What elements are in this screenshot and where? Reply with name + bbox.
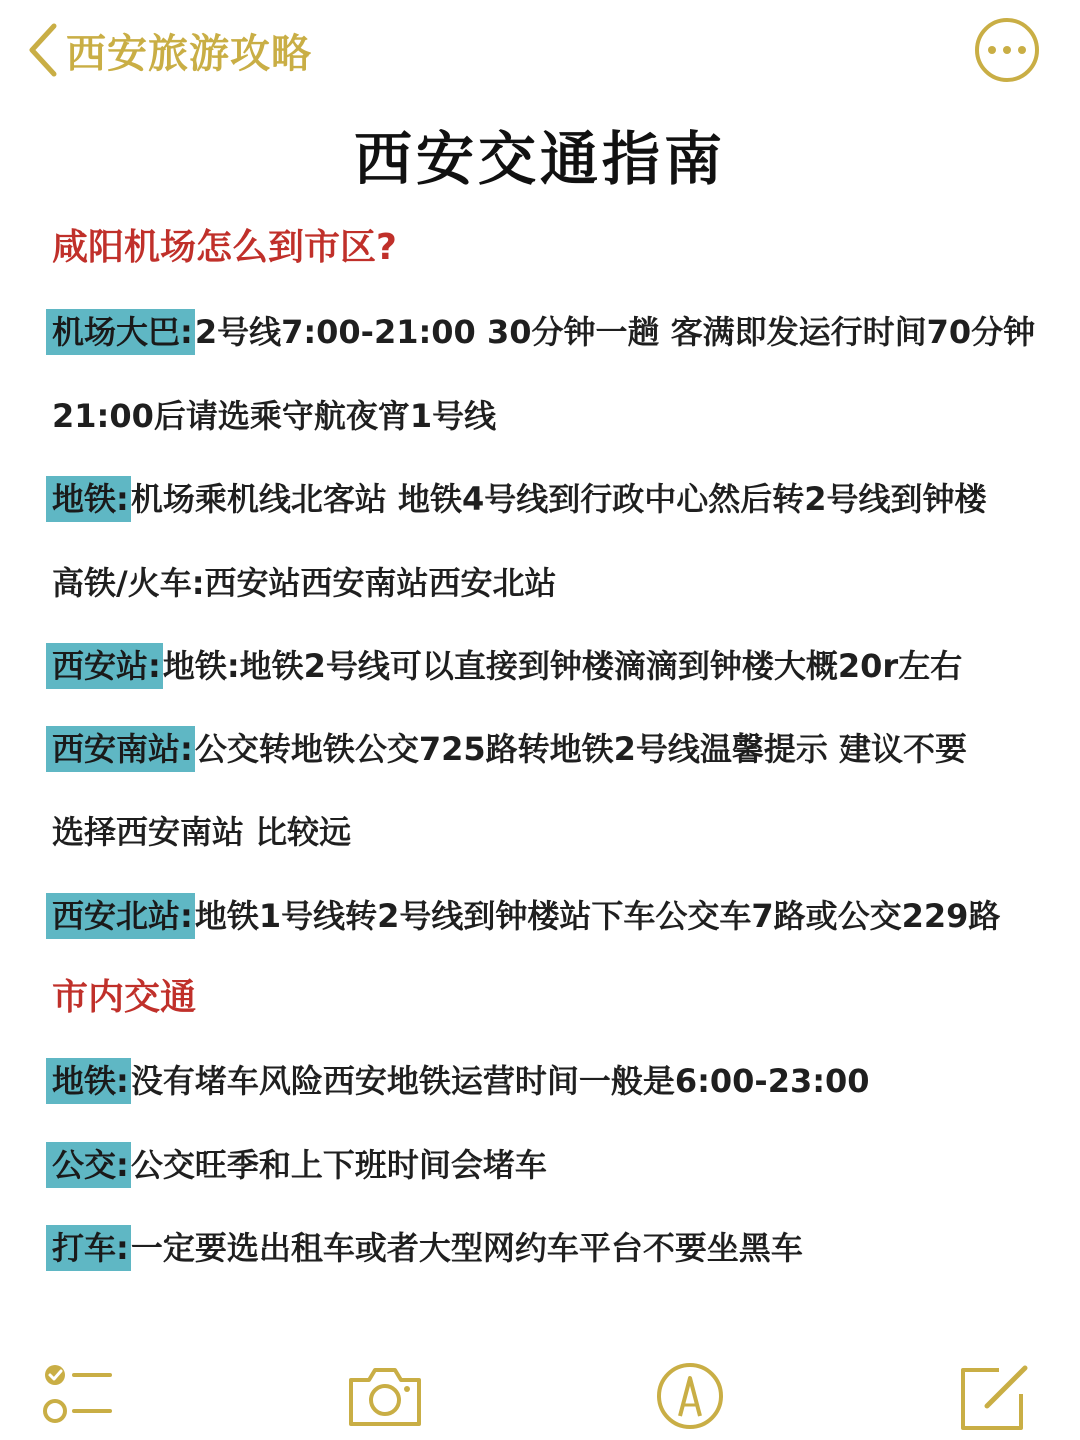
note-line — [52, 1059, 1042, 1103]
note-line — [52, 394, 1042, 438]
line-text: 地铁:地铁2号线可以直接到钟楼滴滴到钟楼大概20r左右 — [162, 647, 963, 685]
pen-icon — [650, 1358, 730, 1438]
line-text: 21:00后请选乘守航夜宵1号线 — [52, 397, 497, 435]
line-text: 公交旺季和上下班时间会堵车 — [130, 1146, 547, 1184]
note-line — [52, 644, 1042, 688]
more-icon — [988, 46, 996, 54]
note-line — [52, 477, 1042, 521]
back-label: 西安旅游攻略 — [66, 30, 312, 77]
checklist-icon — [38, 1358, 118, 1438]
back-button[interactable] — [26, 20, 312, 80]
note-line — [52, 561, 1042, 605]
more-options-button[interactable] — [975, 18, 1039, 82]
line-text: 没有堵车风险西安地铁运营时间一般是6:00-23:00 — [130, 1062, 870, 1100]
note-line — [52, 1226, 1042, 1270]
note-line — [52, 310, 1042, 354]
section-heading-city: 市内交通 — [52, 977, 197, 1018]
note-line — [52, 727, 1042, 771]
label-city-metro: 地铁: — [46, 1058, 131, 1104]
checklist-button[interactable] — [38, 1358, 118, 1438]
top-nav-bar — [0, 0, 1080, 100]
markup-button[interactable] — [650, 1358, 730, 1438]
line-text: 2号线7:00-21:00 30分钟一趟 客满即发运行时间70分钟 — [194, 313, 1036, 351]
compose-button[interactable] — [955, 1358, 1035, 1438]
line-text: 高铁/火车:西安站西安南站西安北站 — [52, 564, 557, 602]
page-title: 西安交通指南 — [353, 125, 726, 193]
label-city-bus: 公交: — [46, 1142, 131, 1188]
camera-button[interactable] — [345, 1358, 425, 1438]
label-taxi: 打车: — [46, 1225, 131, 1271]
line-text: 选择西安南站 比较远 — [52, 813, 352, 851]
line-text: 地铁1号线转2号线到钟楼站下车公交车7路或公交229路 — [194, 897, 1001, 935]
note-line — [52, 810, 1042, 854]
label-xian-station: 西安站: — [46, 643, 163, 689]
label-xian-south-station: 西安南站: — [46, 726, 195, 772]
note-line — [52, 1143, 1042, 1187]
section-heading-airport: 咸阳机场怎么到市区? — [52, 227, 397, 268]
line-text: 一定要选出租车或者大型网约车平台不要坐黑车 — [130, 1229, 803, 1267]
bottom-toolbar — [0, 1340, 1080, 1440]
label-airport-bus: 机场大巴: — [46, 309, 195, 355]
label-xian-north-station: 西安北站: — [46, 893, 195, 939]
label-metro: 地铁: — [46, 476, 131, 522]
note-line — [52, 894, 1042, 938]
chevron-left-icon — [26, 22, 62, 78]
line-text: 公交转地铁公交725路转地铁2号线温馨提示 建议不要 — [194, 730, 968, 768]
edit-icon — [955, 1358, 1035, 1438]
line-text: 机场乘机线北客站 地铁4号线到行政中心然后转2号线到钟楼 — [130, 480, 987, 518]
camera-icon — [345, 1358, 425, 1438]
